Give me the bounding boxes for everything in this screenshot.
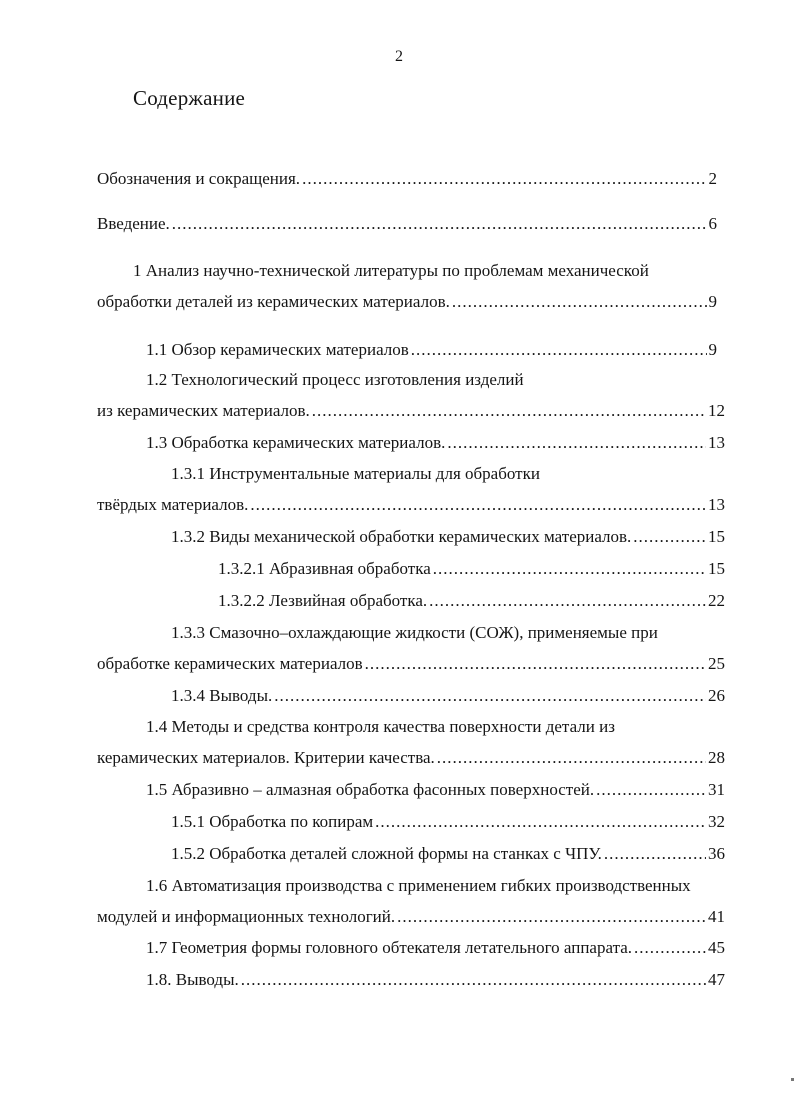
toc-entry-page: 9 <box>708 292 717 311</box>
toc-dot-leader <box>447 430 706 456</box>
toc-entry-1-2-line1 <box>0 367 798 393</box>
toc-dot-leader <box>633 524 706 550</box>
toc-entry-page: 2 <box>708 169 717 188</box>
toc-dot-leader <box>302 166 706 192</box>
toc-entry-page: 28 <box>708 748 725 767</box>
toc-entry-label: 1.3.1 Инструментальные материалы для обработки <box>171 464 540 483</box>
toc-dot-leader <box>365 651 706 677</box>
toc-entry-1-4 <box>0 745 798 771</box>
toc-entry-label: обработке керамических материалов <box>97 654 363 673</box>
toc-dot-leader <box>433 556 706 582</box>
toc-dot-leader <box>312 398 706 424</box>
toc-entry-1-5-1 <box>0 809 798 835</box>
toc-entry-label: 1.3.3 Смазочно–охлаждающие жидкости (СОЖ), применяемые при <box>171 623 658 642</box>
toc-entry-1-3-4 <box>0 683 798 709</box>
toc-entry-chapter-1-line1 <box>0 258 798 284</box>
toc-entry-1-3-3 <box>0 651 798 677</box>
toc-dot-leader <box>437 745 706 771</box>
toc-entry-1-6 <box>0 904 798 930</box>
toc-entry-label: обработки деталей из керамических материалов. <box>97 292 450 311</box>
toc-dot-leader <box>241 967 706 993</box>
toc-entry-1-3-2-1 <box>0 556 798 582</box>
toc-entry-label: 1.5.2 Обработка деталей сложной формы на станках с ЧПУ. <box>171 844 602 863</box>
toc-entry-label: Введение. <box>97 214 170 233</box>
toc-dot-leader <box>429 588 706 614</box>
toc-entry-label: из керамических материалов. <box>97 401 310 420</box>
toc-dot-leader <box>634 935 706 961</box>
toc-entry-page: 6 <box>708 214 717 233</box>
toc-entry-1-1 <box>0 337 798 363</box>
toc-entry-label: модулей и информационных технологий. <box>97 907 396 926</box>
toc-entry-1-3-2-2 <box>0 588 798 614</box>
toc-entry-label: 1.3.2 Виды механической обработки керамических материалов. <box>171 527 632 546</box>
toc-dot-leader <box>274 683 706 709</box>
toc-entry-1-4-line1 <box>0 714 798 740</box>
toc-entry-label: 1.3.2.1 Абразивная обработка <box>218 559 431 578</box>
toc-entry-1-2 <box>0 398 798 424</box>
toc-entry-page: 47 <box>708 970 725 989</box>
scan-speck <box>791 1078 794 1081</box>
toc-entry-page: 45 <box>708 938 725 957</box>
toc-entry-label: 1.5.1 Обработка по копирам <box>171 812 374 831</box>
toc-entry-page: 26 <box>708 686 725 705</box>
toc-entry-label: 1 Анализ научно-технической литературы по проблемам механической <box>133 261 649 280</box>
toc-dot-leader <box>250 492 706 518</box>
toc-entry-1-7 <box>0 935 798 961</box>
toc-entry-chapter-1 <box>0 289 798 315</box>
toc-entry-label: 1.2 Технологический процесс изготовления изделий <box>146 370 524 389</box>
toc-dot-leader <box>397 904 706 930</box>
toc-entry-label: 1.3.4 Выводы. <box>171 686 273 705</box>
toc-entry-page: 15 <box>708 527 725 546</box>
toc-dot-leader <box>172 211 707 237</box>
toc-entry-page: 12 <box>708 401 725 420</box>
toc-entry-label: 1.8. Выводы. <box>146 970 239 989</box>
toc-entry-page: 25 <box>708 654 725 673</box>
page-title: Содержание <box>133 86 246 110</box>
toc-entry-page: 9 <box>708 340 717 359</box>
toc-entry-label: 1.3.2.2 Лезвийная обработка. <box>218 591 428 610</box>
toc-entry-label: керамических материалов. Критерии качества. <box>97 748 435 767</box>
toc-entry-page: 36 <box>708 844 725 863</box>
toc-dot-leader <box>452 289 707 315</box>
toc-entry-abbreviations <box>0 166 798 192</box>
toc-dot-leader <box>596 777 706 803</box>
toc-entry-1-3-3-line1 <box>0 620 798 646</box>
toc-entry-label: 1.1 Обзор керамических материалов <box>146 340 409 359</box>
toc-entry-label: 1.5 Абразивно – алмазная обработка фасонных поверхностей. <box>146 780 595 799</box>
toc-entry-1-8 <box>0 967 798 993</box>
toc-entry-1-5-2 <box>0 841 798 867</box>
toc-entry-label: 1.7 Геометрия формы головного обтекателя летательного аппарата. <box>146 938 633 957</box>
page-number: 2 <box>395 48 403 65</box>
toc-entry-1-3-1 <box>0 492 798 518</box>
toc-entry-page: 31 <box>708 780 725 799</box>
toc-entry-page: 15 <box>708 559 725 578</box>
toc-dot-leader <box>375 809 706 835</box>
toc-entry-label: 1.6 Автоматизация производства с применением гибких производственных <box>146 876 691 895</box>
toc-entry-1-3-2 <box>0 524 798 550</box>
toc-entry-1-3 <box>0 430 798 456</box>
toc-entry-page: 41 <box>708 907 725 926</box>
toc-entry-page: 13 <box>708 433 725 452</box>
toc-dot-leader <box>604 841 706 867</box>
toc-dot-leader <box>411 337 707 363</box>
toc-entry-label: твёрдых материалов. <box>97 495 249 514</box>
toc-entry-label: Обозначения и сокращения. <box>97 169 301 188</box>
toc-entry-1-6-line1 <box>0 873 798 899</box>
toc-entry-page: 32 <box>708 812 725 831</box>
toc-entry-1-3-1-line1 <box>0 461 798 487</box>
toc-entry-page: 13 <box>708 495 725 514</box>
toc-entry-introduction <box>0 211 798 237</box>
toc-entry-page: 22 <box>708 591 725 610</box>
toc-entry-1-5 <box>0 777 798 803</box>
toc-entry-label: 1.4 Методы и средства контроля качества поверхности детали из <box>146 717 615 736</box>
toc-entry-label: 1.3 Обработка керамических материалов. <box>146 433 446 452</box>
